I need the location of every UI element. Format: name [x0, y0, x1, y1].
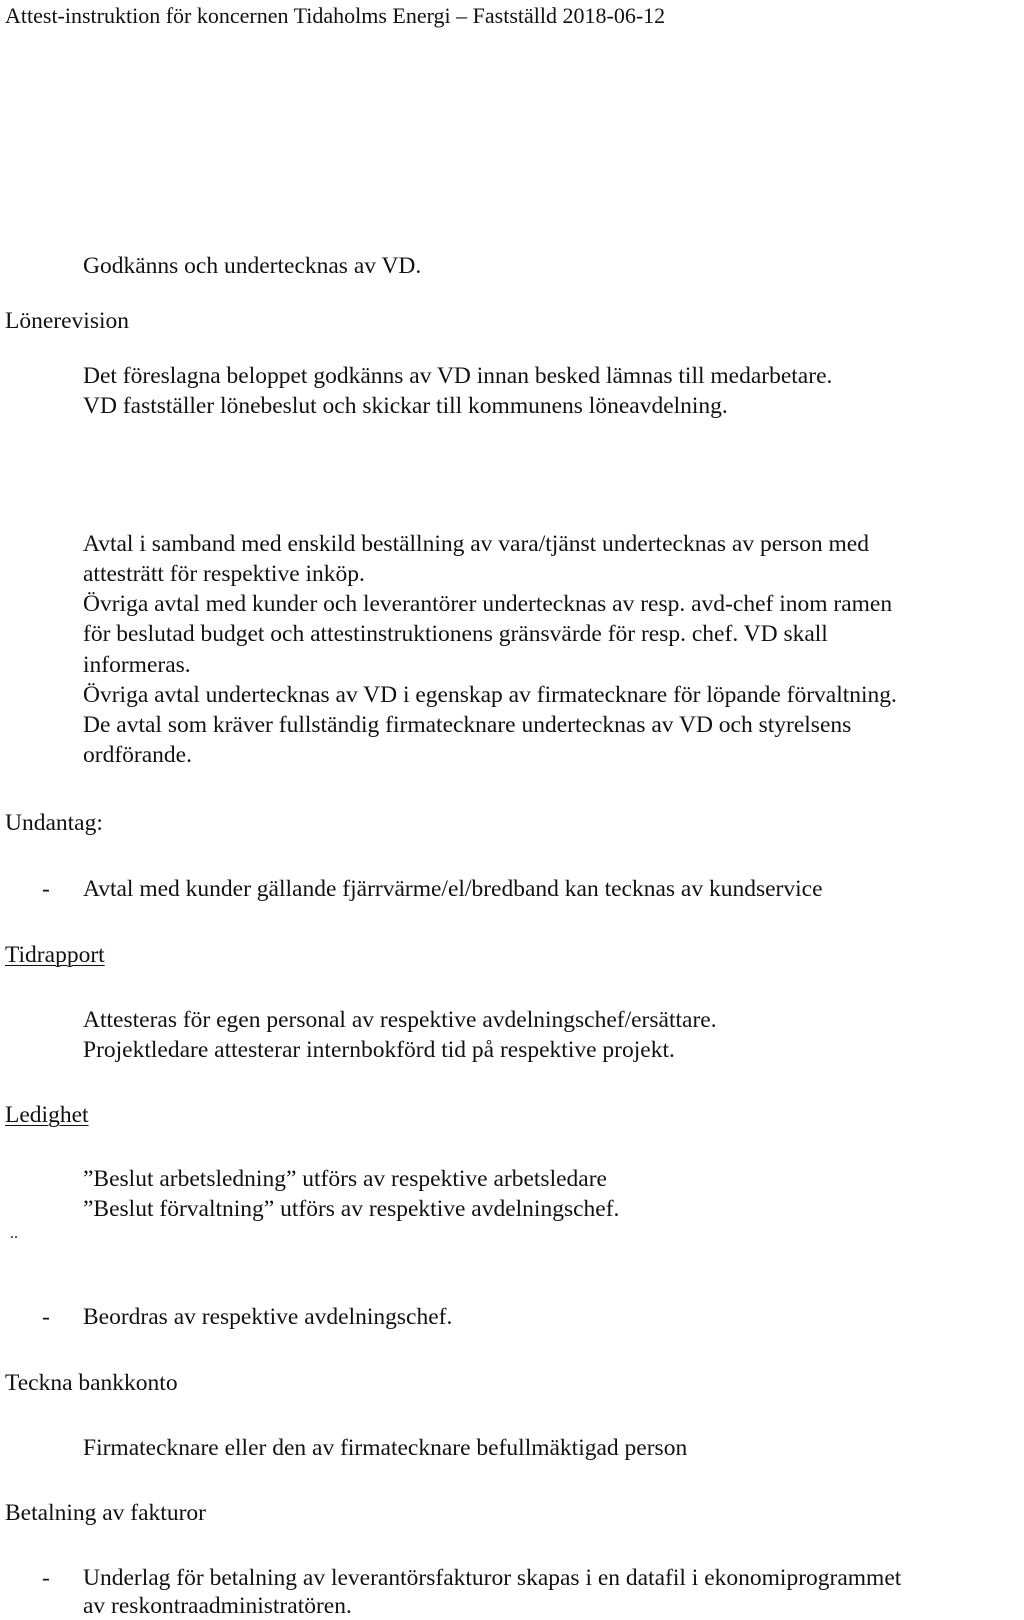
section-heading-bankkonto: Teckna bankkonto: [5, 1370, 178, 1396]
list-bullet: -: [42, 876, 50, 902]
list-item: Avtal med kunder gällande fjärrvärme/el/bredband kan tecknas av kundservice: [83, 876, 823, 902]
paragraph-line: ordförande.: [83, 742, 192, 768]
section-heading-ledighet: Ledighet: [5, 1102, 89, 1128]
paragraph-line: Övriga avtal med kunder och leverantörer undertecknas av resp. avd-chef inom ramen: [83, 591, 893, 617]
section-heading-lonerevision: Lönerevision: [5, 308, 129, 334]
paragraph-line: VD fastställer lönebeslut och skickar till kommunens löneavdelning.: [83, 393, 728, 419]
paragraph-line: Firmatecknare eller den av firmatecknare befullmäktigad person: [83, 1435, 688, 1461]
paragraph-line: Övriga avtal undertecknas av VD i egenskap av firmatecknare för löpande förvaltning.: [83, 682, 897, 708]
paragraph-line: ”Beslut arbetsledning” utförs av respektive arbetsledare: [83, 1166, 607, 1192]
paragraph-line: informeras.: [83, 652, 191, 678]
approval-text: Godkänns och undertecknas av VD.: [83, 253, 422, 279]
paragraph-line: Avtal i samband med enskild beställning av vara/tjänst undertecknas av person med: [83, 531, 869, 557]
section-heading-tidrapport: Tidrapport: [5, 942, 105, 968]
list-bullet: -: [42, 1565, 50, 1591]
paragraph-line: ”Beslut förvaltning” utförs av respektive avdelningschef.: [83, 1196, 620, 1222]
list-item: Underlag för betalning av leverantörsfakturor skapas i en datafil i ekonomiprogrammet: [83, 1565, 902, 1591]
paragraph-line: för beslutad budget och attestinstruktionens gränsvärde för resp. chef. VD skall: [83, 621, 828, 647]
section-heading-betalning: Betalning av fakturor: [5, 1500, 206, 1526]
list-item: Beordras av respektive avdelningschef.: [83, 1304, 453, 1330]
list-bullet: -: [42, 1304, 50, 1330]
paragraph-line: De avtal som kräver fullständig firmatecknare undertecknas av VD och styrelsens: [83, 712, 852, 738]
section-heading-undantag: Undantag:: [5, 810, 103, 836]
document-header: Attest-instruktion för koncernen Tidaholms Energi – Fastställd 2018-06-12: [5, 3, 666, 28]
paragraph-line: Attesteras för egen personal av respektive avdelningschef/ersättare.: [83, 1007, 717, 1033]
stray-dots: ..: [10, 1225, 18, 1242]
paragraph-line: attesträtt för respektive inköp.: [83, 561, 365, 587]
paragraph-line: Det föreslagna beloppet godkänns av VD innan besked lämnas till medarbetare.: [83, 363, 833, 389]
paragraph-line: Projektledare attesterar internbokförd tid på respektive projekt.: [83, 1037, 675, 1063]
list-item-continuation: av reskontraadministratören.: [83, 1593, 352, 1619]
